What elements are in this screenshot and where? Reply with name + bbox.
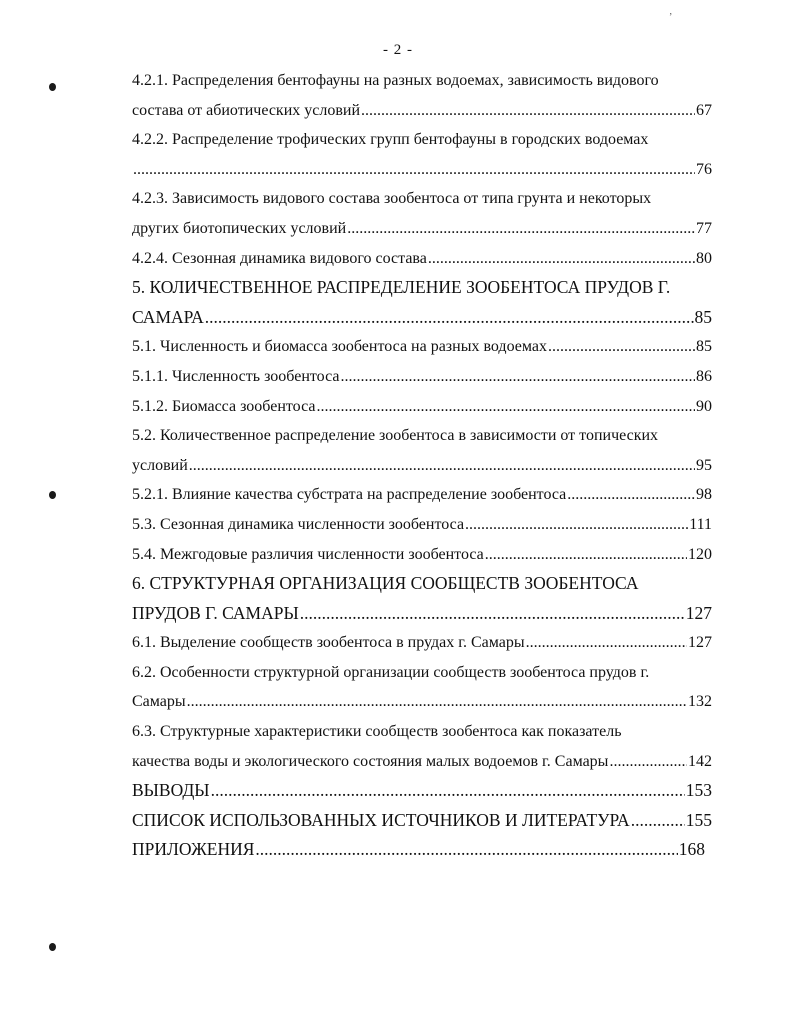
toc-entry[interactable] [132,392,712,422]
dot-leader [485,540,687,570]
toc-page-number: 76 [696,160,712,178]
toc-entry-text: 5.1. Численность и биомасса зообентоса на разных водоемах [132,338,547,356]
toc-entry-text: 6.3. Структурные характеристики сообществ зообентоса как показатель [132,723,622,741]
toc-entry[interactable] [132,421,712,480]
toc-entry-text: 4.2.1. Распределения бентофауны на разных водоемах, зависимость видового [132,72,659,89]
dot-leader [133,155,695,185]
toc-entry-text: 5.1.1. Численность зообентоса [132,367,340,385]
punch-hole-middle [49,491,56,499]
toc-page-number: 80 [696,249,712,267]
toc-entry[interactable] [132,540,712,570]
dot-leader [340,362,695,392]
toc-entry-text: 6. СТРУКТУРНАЯ ОРГАНИЗАЦИЯ СООБЩЕСТВ ЗООБЕНТОСА [132,573,639,594]
dot-leader [211,776,685,806]
toc-entry-text: Самары [132,693,186,711]
toc-entry-text: СПИСОК ИСПОЛЬЗОВАННЫХ ИСТОЧНИКОВ И ЛИТЕРАТУРА [132,809,630,830]
page-number: - 2 - [383,42,413,58]
dot-leader [526,628,687,658]
toc-entry-text: состава от абиотических условий [132,101,361,119]
corner-mark: ʼ [669,12,673,23]
toc-page-number: 98 [696,486,712,504]
toc-entry[interactable] [132,184,712,243]
toc-page-number: 90 [696,397,712,415]
toc-page-number: 120 [688,545,712,563]
toc-entry-text: ПРИЛОЖЕНИЯ [132,839,255,860]
dot-leader [609,747,687,777]
toc-entry[interactable] [132,273,712,332]
dot-leader [465,510,688,540]
dot-leader [316,392,695,422]
toc-entry-text: 4.2.3. Зависимость видового состава зообентоса от типа грунта и некоторых [132,190,652,208]
toc-page-number: 86 [696,367,712,385]
dot-leader [189,451,695,481]
dot-leader [255,835,677,865]
toc-entry[interactable] [132,658,712,717]
toc-entry-text: 5. КОЛИЧЕСТВЕННОЕ РАСПРЕДЕЛЕНИЕ ЗООБЕНТОСА ПРУДОВ Г. [132,277,671,298]
toc-entry-text: 5.2. Количественное распределение зообентоса в зависимости от топических [132,427,659,445]
toc-entry[interactable] [132,66,712,125]
toc-entry[interactable] [132,835,712,865]
punch-hole-bottom [49,943,56,951]
toc-entry-text: ПРУДОВ Г. САМАРЫ [132,602,299,623]
toc-page-number: 153 [685,780,712,801]
toc-entry-text: 5.4. Межгодовые различия численности зообентоса [132,545,484,563]
toc-page-number: 127 [688,634,712,652]
toc-page-number: 85 [696,338,712,356]
dot-leader [361,96,695,126]
toc-page-number: 127 [685,602,712,623]
toc-entry-text: условий [132,456,188,474]
toc-entry-text: САМАРА [132,306,204,327]
toc-entry[interactable] [132,362,712,392]
toc-page-number: 95 [696,456,712,474]
toc-entry-text: 6.1. Выделение сообществ зообентоса в прудах г. Самары [132,634,525,652]
table-of-contents [132,66,712,865]
toc-page-number: 132 [688,693,712,711]
toc-page-number: 85 [694,306,712,327]
toc-entry[interactable] [132,332,712,362]
toc-entry[interactable] [132,125,712,184]
dot-leader [548,332,695,362]
toc-page-number: 155 [685,809,712,830]
toc-entry[interactable] [132,776,712,806]
dot-leader [205,303,694,333]
toc-entry-text: других биотопических условий [132,219,347,237]
toc-entry-text: 5.1.2. Биомасса зообентоса [132,397,316,415]
toc-entry-text: 5.3. Сезонная динамика численности зообентоса [132,515,465,533]
toc-page-number: 67 [696,101,712,119]
dot-leader [631,806,685,836]
toc-entry[interactable] [132,569,712,628]
toc-page-number: 77 [696,219,712,237]
toc-page-number: 111 [689,515,712,533]
toc-entry[interactable] [132,244,712,274]
toc-entry[interactable] [132,628,712,658]
toc-entry-text: ВЫВОДЫ [132,780,210,801]
toc-entry-text: 4.2.2. Распределение трофических групп бентофауны в городских водоемах [132,131,649,149]
dot-leader [567,480,695,510]
toc-entry[interactable] [132,510,712,540]
toc-entry[interactable] [132,717,712,776]
toc-entry[interactable] [132,480,712,510]
toc-entry-text: 6.2. Особенности структурной организации сообществ зообентоса прудов г. [132,663,650,681]
dot-leader [300,599,685,629]
dot-leader [187,687,687,717]
toc-entry-text: 4.2.4. Сезонная динамика видового состава [132,249,427,267]
dot-leader [428,244,695,274]
toc-entry-text: 5.2.1. Влияние качества субстрата на распределение зообентоса [132,486,567,504]
dot-leader [347,214,695,244]
toc-entry-text: качества воды и экологического состояния малых водоемов г. Самары [132,752,609,770]
toc-entry[interactable] [132,806,712,836]
punch-hole-top [49,83,56,91]
toc-page-number: 142 [688,752,712,770]
toc-page-number: 168 [678,839,705,860]
